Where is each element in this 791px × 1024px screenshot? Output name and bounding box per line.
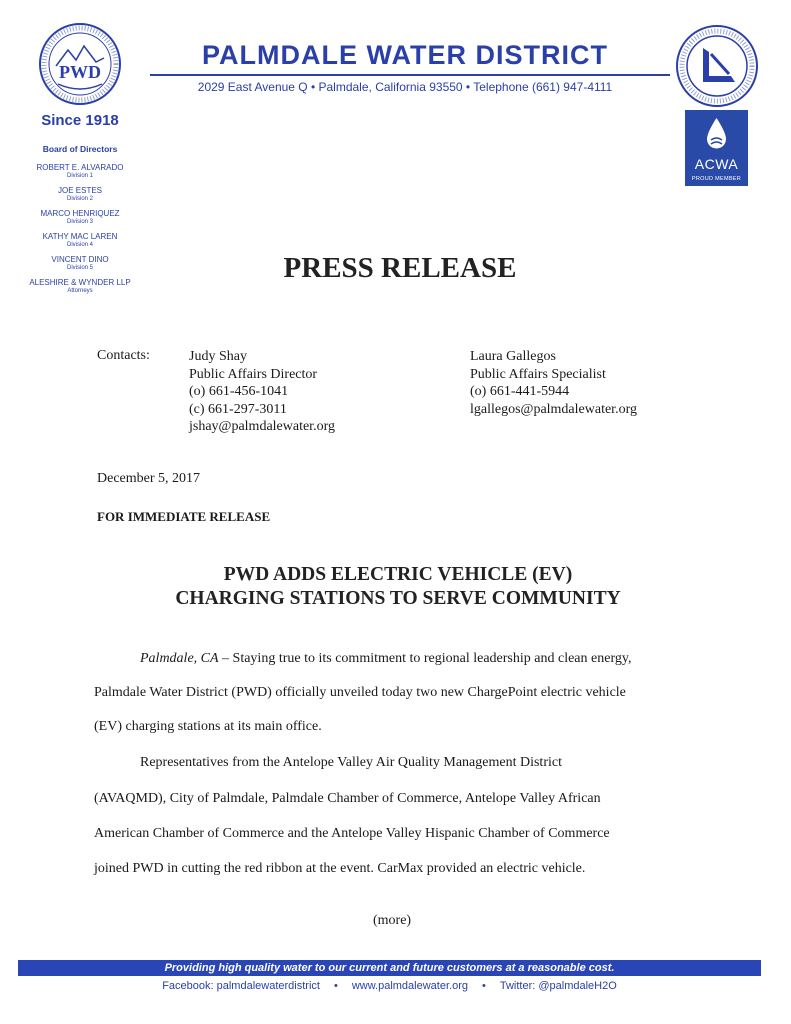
website-link[interactable]: www.palmdalewater.org	[351, 980, 468, 992]
contacts-label: Contacts:	[97, 348, 150, 363]
paragraph-line: (EV) charging stations at its main office.	[94, 719, 322, 734]
paragraph-line: Palmdale Water District (PWD) officially unveiled today two new ChargePoint electric vehicle	[94, 685, 626, 700]
director-entry	[10, 164, 150, 179]
director-entry	[10, 256, 150, 271]
contact-name: Laura Gallegos	[470, 349, 556, 364]
district-seal-logo	[675, 24, 759, 108]
director-division: Attorneys	[67, 288, 93, 294]
director-division: Division 4	[66, 242, 93, 248]
footer-separator: •	[481, 980, 486, 992]
contact-card-primary	[189, 348, 335, 436]
director-entry	[10, 233, 150, 248]
director-division: Division 1	[66, 173, 93, 179]
paragraph-line: American Chamber of Commerce and the Antelope Valley Hispanic Chamber of Commerce	[94, 826, 610, 841]
director-name: ALESHIRE & WYNDER LLP	[29, 278, 131, 287]
contact-name: Judy Shay	[189, 349, 247, 364]
acwa-name: ACWA	[694, 156, 739, 172]
footer-links	[18, 980, 761, 992]
header-divider	[150, 74, 670, 76]
paragraph-line: Representatives from the Antelope Valley Air Quality Management District	[140, 755, 562, 770]
headline	[60, 563, 736, 611]
director-name: ROBERT E. ALVARADO	[36, 163, 124, 172]
since-year: Since 1918	[41, 112, 119, 129]
director-name: KATHY MAC LAREN	[42, 232, 118, 241]
paragraph-text: – Staying true to its commitment to regional leadership and clean energy,	[218, 651, 632, 666]
director-name: JOE ESTES	[57, 186, 102, 195]
contact-role: Public Affairs Specialist	[470, 366, 606, 382]
director-entry	[10, 279, 150, 294]
org-address: 2029 East Avenue Q • Palmdale, California 93550 • Telephone (661) 947-4111	[197, 80, 613, 94]
contact-email[interactable]: lgallegos@palmdalewater.org	[470, 401, 637, 417]
pwd-logo-text: PWD	[59, 62, 101, 82]
document-title: PRESS RELEASE	[283, 252, 517, 284]
paragraph-line: joined PWD in cutting the red ribbon at the event. CarMax provided an electric vehicle.	[94, 861, 586, 876]
footer-separator: •	[333, 980, 338, 992]
twitter-link[interactable]: Twitter: @palmdaleH2O	[499, 980, 617, 992]
footer-tagline-bar: Providing high quality water to our current and future customers at a reasonable cost.	[18, 960, 761, 976]
contact-office-phone: (o) 661-456-1041	[189, 384, 289, 399]
release-date: December 5, 2017	[97, 471, 201, 486]
director-name: VINCENT DINO	[51, 255, 109, 264]
director-division: Division 3	[66, 219, 93, 225]
contact-role: Public Affairs Director	[189, 366, 318, 382]
board-title: Board of Directors	[42, 144, 118, 154]
contact-cell-phone: (c) 661-297-3011	[189, 401, 287, 417]
director-division: Division 2	[66, 196, 93, 202]
continued-marker: (more)	[373, 913, 412, 928]
director-name: MARCO HENRIQUEZ	[40, 209, 120, 218]
release-label: FOR IMMEDIATE RELEASE	[97, 509, 271, 524]
director-division: Division 5	[66, 265, 93, 271]
water-drop-icon	[704, 116, 729, 152]
director-entry	[10, 187, 150, 202]
director-entry	[10, 210, 150, 225]
paragraph-line	[140, 651, 631, 667]
contact-office-phone: (o) 661-441-5944	[470, 384, 570, 399]
pwd-seal-logo	[38, 22, 122, 106]
headline-line: PWD ADDS ELECTRIC VEHICLE (EV)	[223, 564, 573, 585]
contact-card-secondary	[470, 348, 637, 418]
facebook-link[interactable]: Facebook: palmdalewaterdistrict	[162, 980, 320, 992]
acwa-member-badge	[685, 110, 748, 186]
acwa-tagline: PROUD MEMBER	[691, 176, 742, 182]
org-name: PALMDALE WATER DISTRICT	[202, 40, 608, 70]
dateline: Palmdale, CA	[140, 651, 219, 666]
paragraph-line: (AVAQMD), City of Palmdale, Palmdale Chamber of Commerce, Antelope Valley African	[94, 791, 601, 806]
contact-email[interactable]: jshay@palmdalewater.org	[189, 419, 335, 434]
headline-line: CHARGING STATIONS TO SERVE COMMUNITY	[175, 588, 621, 609]
